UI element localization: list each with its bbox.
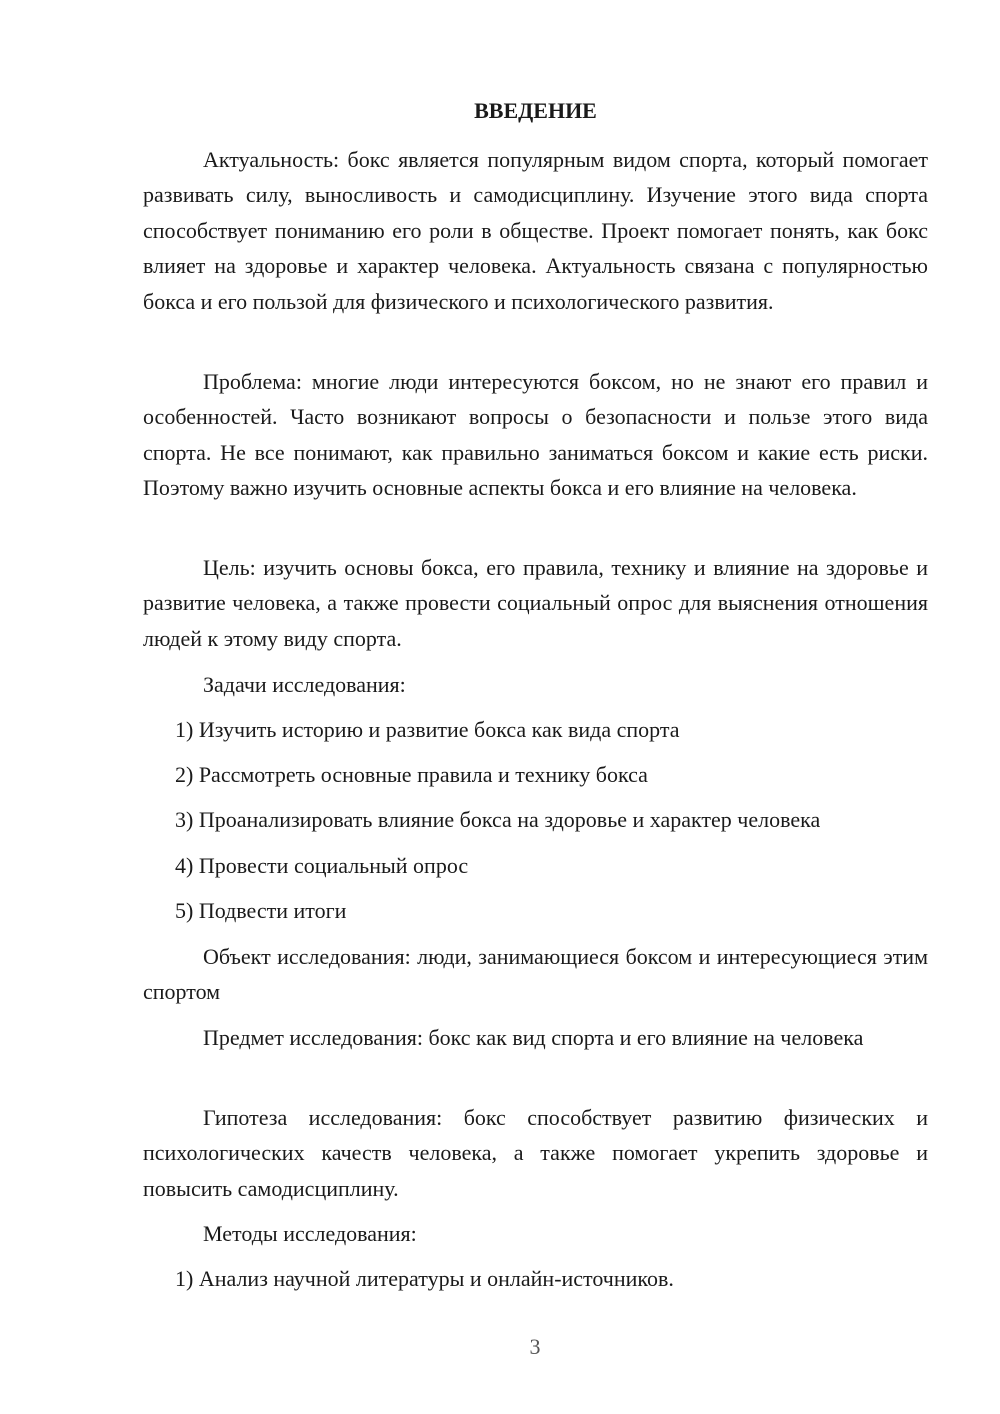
paragraph-goal: Цель: изучить основы бокса, его правила, технику и влияние на здоровье и развитие человека, а также провести социальный опрос для выяснения отношения людей к этому виду спорта. — [143, 555, 928, 651]
task-item-5: 5) Подвести итоги — [175, 898, 347, 923]
task-item-2: 2) Рассмотреть основные правила и технику бокса — [175, 762, 648, 787]
methods-heading: Методы исследования: — [203, 1221, 417, 1246]
task-item-1: 1) Изучить историю и развитие бокса как вида спорта — [175, 717, 680, 742]
task-item-3: 3) Проанализировать влияние бокса на здоровье и характер человека — [175, 807, 821, 832]
paragraph-subject: Предмет исследования: бокс как вид спорта и его влияние на человека — [203, 1025, 864, 1050]
tasks-heading: Задачи исследования: — [203, 672, 406, 697]
section-title: ВВЕДЕНИЕ — [474, 98, 597, 123]
paragraph-problem: Проблема: многие люди интересуются боксом, но не знают его правил и особенностей. Часто возникают вопросы о безопасности и пользе этого вида спорта. Не все понимают, как правильно заниматься боксом и какие есть риски. Поэтому важно изучить основные аспекты бокса и его влияние на человека. — [143, 369, 928, 501]
paragraph-hypothesis: Гипотеза исследования: бокс способствует развитию физических и психологических качеств человека, а также помогает укрепить здоровье и повысить самодисциплину. — [143, 1105, 928, 1201]
paragraph-relevance: Актуальность: бокс является популярным видом спорта, который помогает развивать силу, выносливость и самодисциплину. Изучение этого вида спорта способствует пониманию его роли в обществе. Проект помогает понять, как бокс влияет на здоровье и характер человека. Актуальность связана с популярностью бокса и его пользой для физического и психологического развития. — [143, 147, 928, 314]
method-item-1: 1) Анализ научной литературы и онлайн-источников. — [175, 1266, 674, 1291]
task-item-4: 4) Провести социальный опрос — [175, 853, 469, 878]
paragraph-object: Объект исследования: люди, занимающиеся боксом и интересующиеся этим спортом — [143, 944, 928, 1005]
page-number: 3 — [529, 1334, 541, 1359]
